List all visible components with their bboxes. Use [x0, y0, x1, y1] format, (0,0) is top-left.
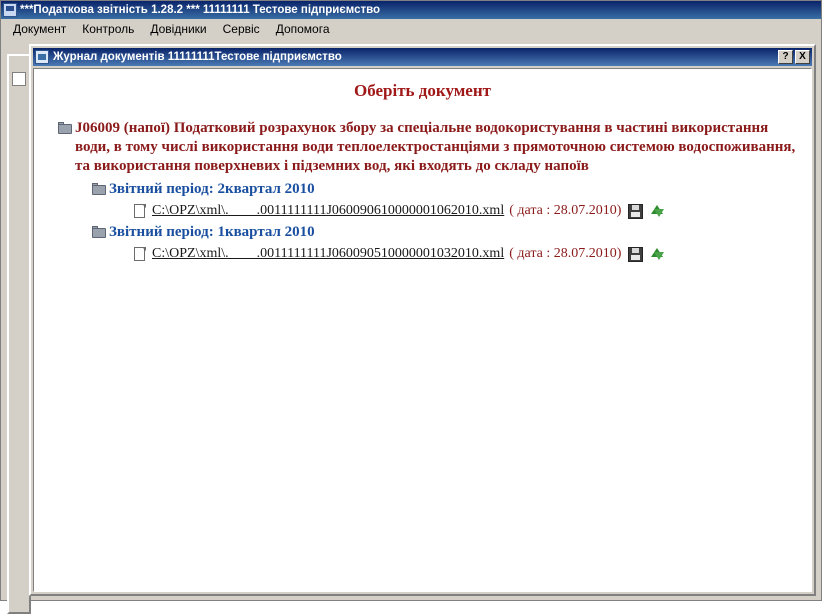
menu-item-servis[interactable]: Сервіс	[222, 21, 260, 36]
period-group[interactable]	[92, 180, 811, 198]
folder-icon	[58, 122, 73, 135]
file-icon	[134, 247, 146, 262]
page-title: Оберіть документ	[353, 81, 491, 100]
close-button[interactable]: X	[795, 50, 810, 64]
mdi-client-area	[2, 40, 820, 599]
file-path-link[interactable]: C:\OPZ\xml\. .0011111111J060090510000001032010.xml	[152, 246, 505, 261]
folder-icon	[92, 226, 107, 239]
file-path-link[interactable]: C:\OPZ\xml\. .0011111111J060090610000001062010.xml	[152, 203, 505, 218]
background-child-window[interactable]	[7, 54, 31, 614]
window-icon	[35, 50, 49, 64]
menu-item-dovidnyky[interactable]: Довідники	[150, 21, 207, 36]
period-label: Звітний період: 1квартал 2010	[109, 224, 315, 240]
period-label: Звітний період: 2квартал 2010	[109, 181, 315, 197]
application-menubar	[1, 19, 821, 39]
menu-item-dopomoga[interactable]: Допомога	[275, 21, 330, 36]
document-group-title: J06009 (напої) Податковий розрахунок збору за спеціальне водокористування в частині використання води, в тому числі використання води теплоелектростанціями з прямоточною системою водоспоживання, та використання поверхневих і підземних вод, які входять до складу напоїв	[75, 120, 796, 174]
document-window-titlebar[interactable]	[33, 48, 812, 66]
period-group[interactable]	[92, 223, 811, 241]
menu-item-dokument[interactable]: Документ	[13, 21, 67, 36]
save-icon[interactable]	[628, 204, 643, 219]
application-titlebar	[1, 1, 821, 19]
folder-icon	[92, 183, 107, 196]
list-item[interactable]	[134, 203, 811, 219]
document-journal-window	[29, 44, 816, 596]
app-icon	[3, 3, 17, 17]
document-canvas	[33, 68, 812, 592]
background-child-content	[12, 72, 26, 86]
menu-item-kontrol[interactable]: Контроль	[82, 21, 135, 36]
help-button[interactable]: ?	[778, 50, 793, 64]
file-date: ( дата : 28.07.2010)	[509, 203, 622, 218]
save-icon[interactable]	[628, 247, 643, 262]
document-group[interactable]	[58, 119, 811, 176]
row-actions	[628, 203, 666, 219]
document-tree	[34, 119, 811, 262]
document-window-title: Журнал документів 11111111Тестове підприємство	[53, 51, 342, 63]
file-icon	[134, 204, 146, 219]
list-item[interactable]	[134, 246, 811, 262]
app-title: ***Податкова звітність 1.28.2 *** 11111111 Тестове підприємство	[20, 4, 381, 16]
file-date: ( дата : 28.07.2010)	[509, 246, 622, 261]
recycle-icon[interactable]	[650, 203, 666, 219]
recycle-icon[interactable]	[650, 246, 666, 262]
row-actions	[628, 246, 666, 262]
